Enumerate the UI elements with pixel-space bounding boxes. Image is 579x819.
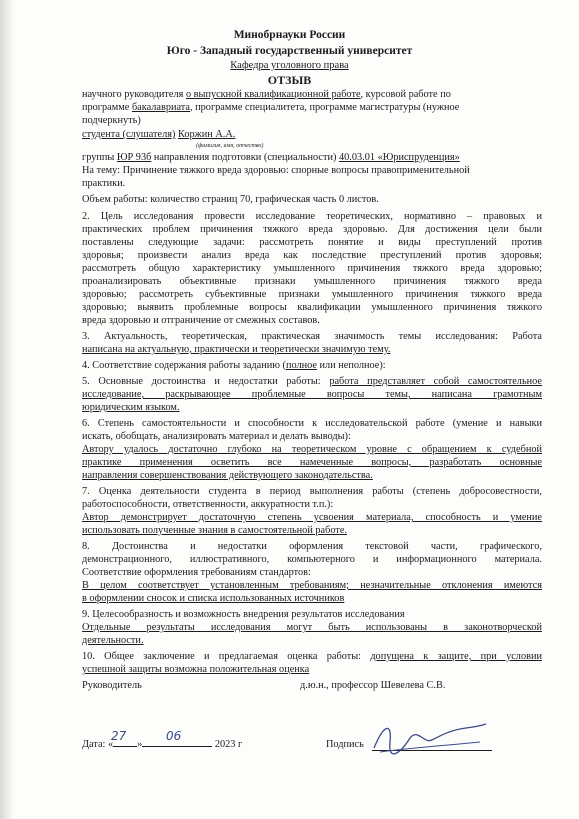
- merits-line-3: юридическим языком.: [82, 402, 180, 413]
- relevance-line-1: 3. Актуальность, теоретическая, практическая значимость темы исследования: Работа: [82, 331, 542, 342]
- implementation-line-2: Отдельные результаты исследования могут быть использованы в законотворческой: [82, 622, 542, 633]
- independence-line-3: Автору удалось достаточно глубоко на теоретическом уровне с обращением к судебной: [82, 444, 542, 455]
- supervisor-info: д.ю.н., профессор Шевелева С.В.: [300, 680, 446, 691]
- document-title: ОТЗЫВ: [267, 73, 312, 87]
- university-name: Юго - Западный государственный университет: [166, 45, 413, 57]
- goal-line: 2. Цель исследования провести исследование теоретических, нормативно – правовых и: [82, 211, 542, 222]
- department-name: Кафедра уголовного права: [230, 60, 349, 71]
- date-line: Дата: « » 2023 г: [82, 739, 243, 750]
- topic-line-1: На тему: Причинение тяжкого вреда здоровью: спорные вопросы правоприменительной: [82, 165, 470, 176]
- design-line-5: в оформлении сносок и списка использованных источников: [82, 593, 345, 604]
- merits-line-2: исследование, раскрывающее проблемные вопросы темы, написана грамотным: [82, 389, 542, 400]
- student-line: студента (слушателя) Коржин А.А.: [82, 129, 236, 140]
- signature-label: Подпись: [326, 739, 364, 750]
- goal-line: практических проблем причинения тяжкого вреда здоровью. Для достижения цели были: [82, 224, 542, 235]
- design-line-1: 8. Достоинства и недостатки оформления текстовой части, графического,: [82, 541, 542, 552]
- date-day-handwritten: 27: [111, 729, 127, 743]
- goal-line: вреда здоровью и отграничение от смежных составов.: [82, 315, 320, 326]
- implementation-line-1: 9. Целесообразность и возможность внедрения результатов исследования: [82, 609, 405, 620]
- independence-line-2: искать, обобщать, анализировать материал и делать выводы):: [82, 431, 351, 442]
- scan-edge-shadow: [0, 0, 14, 819]
- activity-line-1: 7. Оценка деятельности студента в период выполнения работы (степень добросовестности,: [82, 486, 542, 497]
- design-line-4: В целом соответствует установленным требованиям; незначительные отклонения имеются: [82, 580, 542, 591]
- intro-line-3: подчеркнуть): [82, 115, 141, 126]
- goal-line: проанализировать объективные признаки умышленного причинения тяжкого вреда: [82, 276, 542, 287]
- activity-line-4: использовать полученные знания в самостоятельной работе.: [82, 525, 348, 536]
- topic-line-2: практики.: [82, 178, 126, 189]
- intro-line-2: программе бакалавриата, программе специалитета, программе магистратуры (нужное: [82, 102, 460, 113]
- conformity-line: 4. Соответствие содержания работы заданию (полное или неполное):: [82, 360, 386, 371]
- implementation-line-3: деятельности.: [82, 635, 144, 646]
- volume-line: Объем работы: количество страниц 70, графическая часть 0 листов.: [82, 194, 379, 205]
- conclusion-line-1: 10. Общее заключение и предлагаемая оценка работы: допущена к защите, при условии: [82, 651, 542, 662]
- group-line: группы ЮР 93б направления подготовки (специальности) 40.03.01 «Юриспруденция»: [82, 152, 460, 163]
- name-caption: (фамилия, имя, отчество): [196, 143, 264, 149]
- relevance-line-2: написана на актуальную, практически и теоретически значимую тему.: [82, 344, 391, 355]
- independence-line-5: направления совершенствования действующего законодательства.: [82, 470, 373, 481]
- ministry-name: Минобрнауки России: [233, 29, 346, 41]
- goal-line: здоровья; произвести анализ вреда как последствие преступлений против здоровья;: [82, 250, 542, 261]
- goal-line: поставлены следующие задачи: рассмотреть понятие и виды преступлений против: [82, 237, 542, 248]
- goal-line: рассмотреть общую характеристику умышленного причинения тяжкого вреда здоровью;: [82, 263, 542, 274]
- goal-line: здоровью; рассмотреть субъективные признаки умышленного причинения тяжкого вреда: [82, 289, 542, 300]
- supervisor-label: Руководитель: [82, 680, 142, 691]
- conclusion-line-2: успешной защиты возможна положительная оценка: [82, 664, 310, 675]
- date-month-handwritten: 06: [166, 729, 182, 743]
- activity-line-2: работоспособности, ответственности, аккуратности т.п.):: [82, 499, 334, 510]
- independence-line-4: практике применения осветить все намеченные вопросы, разработать основные: [82, 457, 542, 468]
- design-line-3: Соответствие оформления требованиям стандартов:: [82, 567, 311, 578]
- intro-line-1: научного руководителя о выпускной квалификационной работе, курсовой работе по: [82, 89, 451, 100]
- signature-image: [370, 718, 490, 758]
- independence-line-1: 6. Степень самостоятельности и способности к исследовательской работе (умение и навыки: [82, 418, 542, 429]
- goal-line: здоровью; выявить проблемные вопросы квалификации умышленного причинения тяжкого: [82, 302, 542, 313]
- merits-line-1: 5. Основные достоинства и недостатки работы: работа представляет собой самостоятельное: [82, 376, 542, 387]
- activity-line-3: Автор демонстрирует достаточную степень усвоения материала, способность и умение: [82, 512, 542, 523]
- design-line-2: демонстрационного, иллюстративного, компьютерного и информационного материала.: [82, 554, 542, 565]
